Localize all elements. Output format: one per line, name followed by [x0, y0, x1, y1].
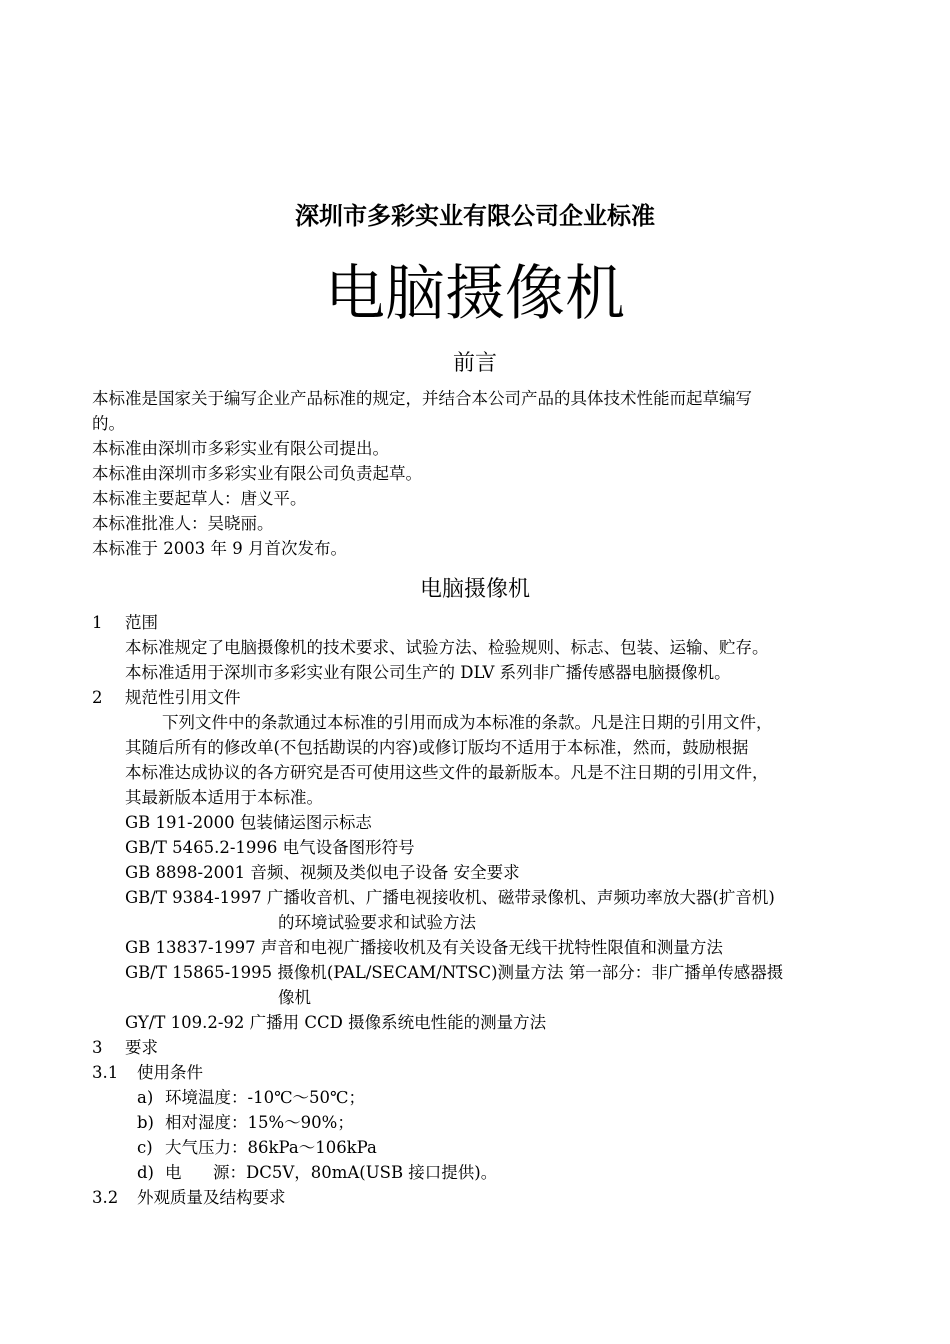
foreword-line: 本标准批准人：吴晓丽。 [92, 514, 274, 533]
scope-line: 本标准规定了电脑摄像机的技术要求、试验方法、检验规则、标志、包装、运输、贮存。 [125, 638, 769, 657]
foreword-line: 本标准由深圳市多彩实业有限公司负责起草。 [92, 464, 422, 483]
section-title: 要求 [125, 1038, 158, 1057]
section-title: 范围 [125, 613, 158, 632]
reference-item-continuation: 的环境试验要求和试验方法 [278, 913, 476, 932]
reference-item-continuation: 像机 [278, 988, 311, 1007]
condition-item-label: a) [137, 1088, 154, 1107]
scope-line: 本标准适用于深圳市多彩实业有限公司生产的 DLV 系列非广播传感器电脑摄像机。 [125, 663, 731, 682]
section-number: 1 [92, 613, 103, 632]
condition-item-text: 电 源：DC5V，80mA(USB 接口提供)。 [165, 1163, 498, 1182]
section-number: 3 [92, 1038, 103, 1057]
reference-item: GB/T 9384-1997 广播收音机、广播电视接收机、磁带录像机、声频功率放大器(扩音机) [125, 888, 775, 907]
subsection-title: 使用条件 [137, 1063, 203, 1082]
section-title: 规范性引用文件 [125, 688, 241, 707]
foreword-heading: 前言 [452, 351, 497, 376]
product-title: 电脑摄像机 [325, 259, 625, 329]
foreword-line: 的。 [92, 414, 125, 433]
company-standard-title: 深圳市多彩实业有限公司企业标准 [295, 202, 655, 230]
reference-item: GB 191-2000 包装储运图示标志 [125, 813, 372, 832]
subsection-title: 外观质量及结构要求 [137, 1188, 286, 1207]
foreword-line: 本标准由深圳市多彩实业有限公司提出。 [92, 439, 389, 458]
subsection-number: 3.2 [92, 1188, 119, 1207]
condition-item-label: b) [137, 1113, 154, 1132]
reference-item: GB/T 15865-1995 摄像机(PAL/SECAM/NTSC)测量方法 第一部分：非广播单传感器摄 [125, 963, 784, 982]
body-title: 电脑摄像机 [419, 577, 530, 602]
reference-paragraph-line: 本标准达成协议的各方研究是否可使用这些文件的最新版本。凡是不注日期的引用文件， [125, 763, 769, 782]
condition-item-text: 环境温度：-10℃～50℃； [165, 1088, 365, 1107]
condition-item-label: c) [137, 1138, 153, 1157]
reference-item: GY/T 109.2-92 广播用 CCD 摄像系统电性能的测量方法 [125, 1013, 547, 1032]
reference-paragraph-line: 下列文件中的条款通过本标准的引用而成为本标准的条款。凡是注日期的引用文件， [162, 713, 773, 732]
foreword-line: 本标准主要起草人：唐义平。 [92, 489, 307, 508]
foreword-line: 本标准于 2003 年 9 月首次发布。 [92, 539, 347, 558]
reference-paragraph-line: 其随后所有的修改单(不包括勘误的内容)或修订版均不适用于本标准，然而，鼓励根据 [125, 738, 749, 757]
subsection-number: 3.1 [92, 1063, 119, 1082]
condition-item-text: 大气压力：86kPa～106kPa [165, 1138, 377, 1157]
reference-item: GB 8898-2001 音频、视频及类似电子设备 安全要求 [125, 863, 520, 882]
reference-item: GB/T 5465.2-1996 电气设备图形符号 [125, 838, 415, 857]
section-number: 2 [92, 688, 103, 707]
foreword-line: 本标准是国家关于编写企业产品标准的规定，并结合本公司产品的具体技术性能而起草编写 [92, 389, 752, 408]
reference-paragraph-line: 其最新版本适用于本标准。 [125, 788, 323, 807]
reference-item: GB 13837-1997 声音和电视广播接收机及有关设备无线干扰特性限值和测量方法 [125, 938, 723, 957]
condition-item-label: d) [137, 1163, 154, 1182]
condition-item-text: 相对湿度：15%～90%； [165, 1113, 354, 1132]
